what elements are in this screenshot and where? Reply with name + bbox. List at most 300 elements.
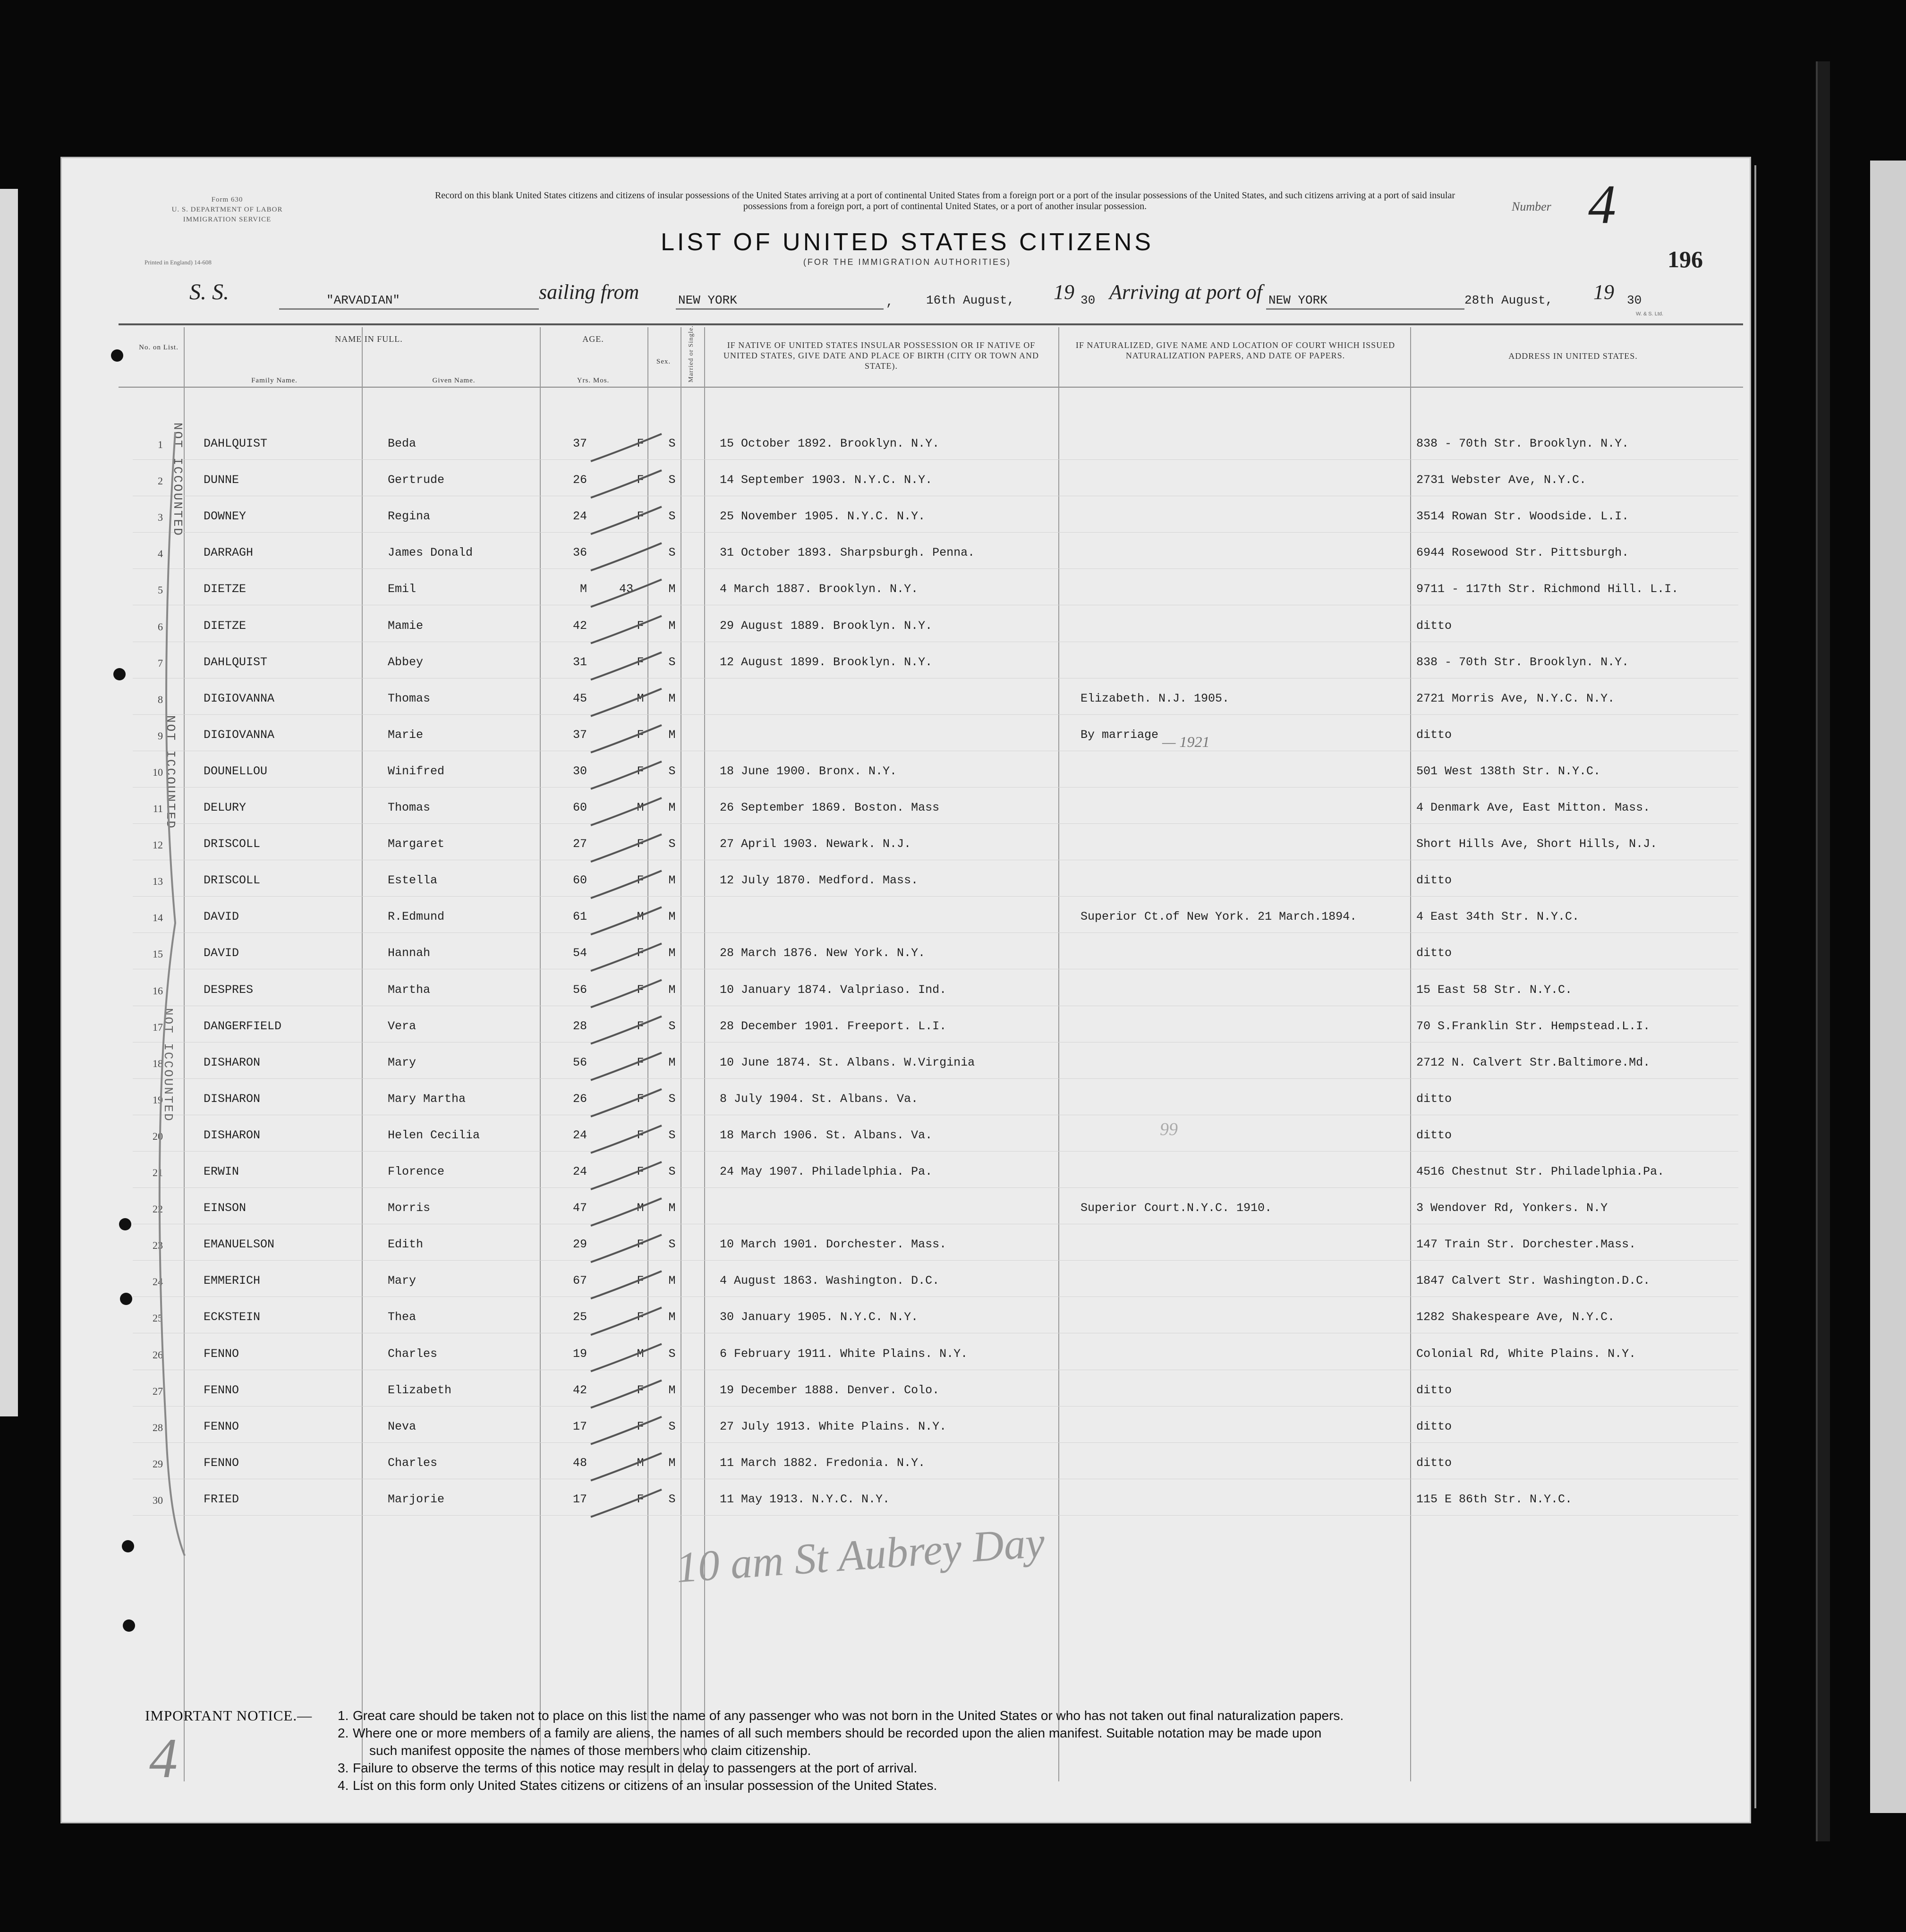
given-name: Florence <box>388 1165 445 1178</box>
tally-stroke <box>591 689 662 716</box>
family-name: FRIED <box>204 1492 239 1506</box>
tally-stroke <box>591 871 662 898</box>
given-name: Abbey <box>388 655 424 669</box>
family-name: DESPRES <box>204 983 254 997</box>
row-number: 4 <box>158 548 163 560</box>
us-address: 70 S.Franklin Str. Hempstead.L.I. <box>1416 1019 1651 1033</box>
age-years: 56 <box>572 1055 587 1069</box>
birth-details: 24 May 1907. Philadelphia. Pa. <box>720 1165 933 1178</box>
row-number: 22 <box>153 1203 163 1215</box>
family-name: DARRAGH <box>204 546 254 560</box>
row-number: 21 <box>153 1167 163 1178</box>
sex: M <box>637 1347 644 1361</box>
birth-details: 25 November 1905. N.Y.C. N.Y. <box>720 509 926 524</box>
age-years: 27 <box>572 837 587 851</box>
family-name: DAHLQUIST <box>204 437 268 450</box>
not-accounted-stamp: NOT ICCOUNTED <box>170 423 185 537</box>
header-given-name: Given Name. <box>432 377 476 384</box>
tally-stroke <box>591 1381 662 1408</box>
marital-status: M <box>668 1456 676 1470</box>
row-number: 10 <box>153 766 163 778</box>
us-address: ditto <box>1416 946 1452 960</box>
page-subtitle: (FOR THE IMMIGRATION AUTHORITIES) <box>803 257 1012 267</box>
naturalization-details: Superior Court.N.Y.C. 1910. <box>1081 1201 1272 1215</box>
departure-year-prefix: 19 <box>1054 280 1074 304</box>
row-number: 26 <box>153 1348 163 1361</box>
adjacent-page-edge-right <box>1870 161 1906 1813</box>
sex: F <box>637 728 644 742</box>
row-number: 7 <box>158 657 163 669</box>
departure-year: 30 <box>1081 293 1096 307</box>
birth-details: 6 February 1911. White Plains. N.Y. <box>720 1347 968 1361</box>
notice-item: such manifest opposite the names of those members who claim citizenship. <box>369 1743 811 1758</box>
tally-stroke <box>591 725 662 753</box>
header-name-in-full: NAME IN FULL. <box>335 334 403 344</box>
header-address: ADDRESS IN UNITED STATES. <box>1508 351 1638 361</box>
printer-mark: Printed in England) 14-608 <box>145 259 212 266</box>
row-number: 13 <box>153 875 163 888</box>
age-years: 29 <box>572 1237 587 1252</box>
not-accounted-stamp: NOT ICCOUNTED <box>163 715 178 830</box>
tally-stroke <box>591 1417 662 1444</box>
tally-stroke <box>591 1089 662 1117</box>
arrival-year: 30 <box>1627 293 1642 307</box>
given-name: Beda <box>388 437 417 450</box>
marital-status: M <box>668 1201 676 1215</box>
age-years: 24 <box>572 1128 587 1142</box>
row-number: 5 <box>158 584 163 596</box>
us-address: ditto <box>1416 873 1452 888</box>
marital-status: S <box>668 764 676 778</box>
birth-details: 27 April 1903. Newark. N.J. <box>720 837 911 851</box>
family-name: EMANUELSON <box>204 1237 275 1252</box>
family-name: DIGIOVANNA <box>204 691 275 705</box>
ss-label: S. S. <box>189 280 229 305</box>
tally-stroke <box>591 543 662 570</box>
sex: F <box>637 1128 644 1142</box>
department-name: U. S. DEPARTMENT OF LABOR <box>171 206 283 213</box>
row-number: 14 <box>153 912 163 924</box>
family-name: DIETZE <box>204 582 247 596</box>
manifest-sheet: Form 630 U. S. DEPARTMENT OF LABOR IMMIGRATION SERVICE Printed in England) 14-608 Record on this blank United States citizens and citizens of insular possessions of the United States arriving at a port of continental United States from a foreign port or a port of the insular possessions of the United States, and such citizens arriving at a port of said insular possessions from a foreign port, a port of continental United States, or a port of another insular possession. LIST OF UNITED STATES CITIZENS (FOR THE IMMIGRATION AUTHORITIES) Number 4 196 S. S. "ARVADIAN" sailing from NEW YORK , 16th August, 19 30 Arriving at port of NEW YORK 28th August, 19 30 W. & S. Ltd. No. on List. NAME IN FULL. Family Name. Given Name. AGE. Yrs. Mos. Sex. Married or Single. IF NATIVE OF UNITED STATES INSULAR POSSESSION OR IF NATIVE OF UNITED STATES, GIVE DATE AND PLACE OF BIRTH (CITY OR TOWN AND STATE). IF NATURALIZED, GIVE NAME AND LOCATION OF COURT WHICH ISSUED NATURALIZATION PAPERS, AND DATE OF PAPERS. ADDRESS IN UNITED STATES. 1 DAHLQUIST Beda 37 F S 15 October 1892. Brooklyn. N.Y. 838 - 70th Str. Brooklyn. N.Y. 2 DUNNE Gertrude 26 F S 14 September 1903. N.Y.C. N.Y. 2731 Webster Ave, N.Y.C. 3 DOWNEY Regina 24 F S 25 November 1905. N.Y.C. N.Y. 3514 Rowan Str. Woodside. L.I. 4 DARRAGH James Donald 36 S 31 October 1893. Sharpsburgh. Penna. 6944 Rosewood Str. Pittsburgh. 5 DIETZE Emil M 43 M 4 March 1887. Brooklyn. N.Y. 9711 - 117th Str. Richmond Hill. L.I. 6 DIETZE Mamie 42 F M 29 August 1889. Brooklyn. N.Y. ditto 7 DAHLQUIST Abbey 31 F S 12 August 1899. Brooklyn. N.Y. 838 - 70th Str. Brooklyn. N.Y. 8 DIGIOVANNA Thomas 45 M M Elizabeth. N.J. 1905. 2721 Morris Ave, N.Y.C. N.Y. 9 DIGIOVANNA Marie 37 F M By marriage ditto 10 DOUNELLOU Winifred 30 F S 18 June 1900. Bronx. N.Y. 501 West 138th Str. N.Y.C. 11 DELURY Thomas 60 M M 26 September 1869. Boston. Mass 4 Denmark Ave, East Mitton. Mass. 12 DRISCOLL Margaret 27 F S 27 April 1903. Newark. N.J. Short Hills Ave, Short Hills, N.J. 13 DRISCOLL Estella 60 F M 12 July 1870. Medford. Mass. ditto 14 DAVID R.Edmund 61 M M Superior Ct.of New York. 21 March.1894. 4 East 34th Str. N.Y.C. 15 DAVID Hannah 54 F M 28 March 1876. New York. N.Y. ditto 16 DESPRES Martha 56 F M 10 January 1874. Valpriaso. Ind. 15 East 58 Str. N.Y.C. 17 DANGERFIELD Vera 28 F S 28 December 1901. Freeport. L.I. 70 S.Franklin Str. Hempstead.L.I. 18 DISHARON Mary 56 F M 10 June 1874. St. Albans. W.Virginia 2712 N. Calvert Str.Baltimore.Md. 19 DISHARON Mary Martha 26 F S 8 July 1904. St. Albans. Va. ditto 20 DISHARON Helen Cecilia 24 F S 18 March 1906. St. Albans. Va. ditto 21 ERWIN Florence 24 F S 24 May 1907. Philadelphia. Pa. 4516 Chestnut Str. Philadelphia.Pa. 22 EINSON Morris 47 M M Superior Court.N.Y.C. 1910. 3 Wendover Rd, Yonkers. N.Y 23 EMANUELSON Edith 29 F S 10 March 1901. Dorchester. Mass. 147 Train Str. Dorchester.Mass. 24 EMMERICH Mary 67 F M 4 August 1863. Washington. D.C. 1847 Calvert Str. Washington.D.C. 25 ECKSTEIN Thea 25 F M 30 January 1905. N.Y.C. N.Y. 1282 Shakespeare Ave, N.Y.C. 26 FENNO Charles 19 M S 6 February 1911. White Plains. N.Y. Colonial Rd, White Plains. N.Y. 27 FENNO Elizabeth 42 F M 19 December 1888. Denver. Colo. ditto 28 FENNO Neva 17 F S 27 July 1913. White Plains. N.Y. ditto 29 FENNO Charles 48 M M 11 March 1882. Fredonia. N.Y. ditto 30 FRIED Marjorie 17 F S 11 May 1913. N.Y.C. N.Y. 115 E 86th Str. N.Y.C. NOT ICCOUNTED NOT ICCOUNTED NOT ICCOUNTED — 1921 99 10 am St Aubrey Day 4 IMPORTANT NOTICE.— 1. Great care should be taken not to place on this list the name of any passenger who was not born in the United States or who has not taken out final naturalization papers. 2. Where one or more members of a family are aliens, the names of all such members should be recorded upon the alien manifest. Suitable notation may be made upon such manifest opposite the names of those members who claim citizenship. 3. Failure to observe the terms of this notice may result in delay to passengers at the port of arrival. 4. List on this form only United States citizens or citizens of an insular possession of the United States. <box>60 157 1751 1823</box>
birth-details: 29 August 1889. Brooklyn. N.Y. <box>720 619 933 633</box>
tally-stroke <box>591 1162 662 1189</box>
age-years: 26 <box>572 473 587 487</box>
given-name: Edith <box>388 1237 424 1252</box>
row-number: 27 <box>153 1385 163 1397</box>
sex: M <box>637 910 644 924</box>
row-number: 19 <box>153 1093 163 1106</box>
family-name: FENNO <box>204 1347 239 1361</box>
row-number: 17 <box>153 1021 163 1033</box>
family-name: DISHARON <box>204 1055 261 1069</box>
row-number: 28 <box>153 1421 163 1433</box>
marital-status: S <box>668 546 676 560</box>
tally-stroke <box>591 434 662 461</box>
age-years: 47 <box>572 1201 587 1215</box>
marital-status: M <box>668 910 676 924</box>
given-name: Vera <box>388 1019 417 1033</box>
family-name: FENNO <box>204 1383 239 1397</box>
tally-marks <box>62 158 1751 1823</box>
family-name: FENNO <box>204 1419 239 1433</box>
tally-stroke <box>591 798 662 825</box>
family-name: DRISCOLL <box>204 837 261 851</box>
punch-hole <box>113 668 126 680</box>
not-accounted-stamp: NOT ICCOUNTED <box>161 1008 175 1122</box>
birth-details: 28 March 1876. New York. N.Y. <box>720 946 926 960</box>
tally-stroke <box>591 1453 662 1481</box>
sex: F <box>637 764 644 778</box>
margin-bracket <box>147 432 204 1565</box>
row-number: 6 <box>158 620 163 633</box>
given-name: Estella <box>388 873 438 888</box>
birth-details: 10 March 1901. Dorchester. Mass. <box>720 1237 947 1252</box>
sex: M <box>637 691 644 705</box>
age-years: 28 <box>572 1019 587 1033</box>
given-name: Helen Cecilia <box>388 1128 480 1142</box>
birth-details: 30 January 1905. N.Y.C. N.Y. <box>720 1310 919 1324</box>
header-birth: IF NATIVE OF UNITED STATES INSULAR POSSESSION OR IF NATIVE OF UNITED STATES, GIVE DATE AND PLACE OF BIRTH (CITY OR TOWN AND STATE). <box>723 340 1039 371</box>
birth-details: 10 June 1874. St. Albans. W.Virginia <box>720 1055 975 1069</box>
handwritten-corner-mark: 4 <box>149 1727 178 1789</box>
birth-details: 11 May 1913. N.Y.C. N.Y. <box>720 1492 890 1506</box>
age-years: 36 <box>572 546 587 560</box>
us-address: 6944 Rosewood Str. Pittsburgh. <box>1416 546 1629 560</box>
header-naturalized: IF NATURALIZED, GIVE NAME AND LOCATION OF COURT WHICH ISSUED NATURALIZATION PAPERS, AND DATE OF PAPERS. <box>1075 340 1395 360</box>
birth-details: 26 September 1869. Boston. Mass <box>720 801 940 814</box>
sex: F <box>637 473 644 487</box>
sex: F <box>637 1092 644 1106</box>
marital-status: S <box>668 1092 676 1106</box>
given-name: Margaret <box>388 837 445 851</box>
birth-details: 11 March 1882. Fredonia. N.Y. <box>720 1456 926 1470</box>
arrival-date: 28th August, <box>1464 293 1553 307</box>
given-name: Thomas <box>388 691 431 705</box>
age-years: 17 <box>572 1419 587 1433</box>
family-name: DISHARON <box>204 1092 261 1106</box>
tally-stroke <box>591 1307 662 1335</box>
tally-stroke <box>591 1198 662 1226</box>
us-address: ditto <box>1416 1383 1452 1397</box>
notice-label: IMPORTANT NOTICE.— <box>145 1707 313 1724</box>
age-years: 26 <box>572 1092 587 1106</box>
us-address: 15 East 58 Str. N.Y.C. <box>1416 983 1573 997</box>
marital-status: M <box>668 691 676 705</box>
tally-stroke <box>591 652 662 680</box>
tally-stroke <box>591 1017 662 1044</box>
us-address: ditto <box>1416 1128 1452 1142</box>
us-address: 9711 - 117th Str. Richmond Hill. L.I. <box>1416 582 1679 596</box>
given-name: Marjorie <box>388 1492 445 1506</box>
row-number: 9 <box>158 729 163 742</box>
header-yrs-mos: Yrs. Mos. <box>577 377 610 384</box>
given-name: Hannah <box>388 946 431 960</box>
given-name: James Donald <box>388 546 473 560</box>
sex: F <box>637 1383 644 1397</box>
ship-name: "ARVADIAN" <box>326 293 400 307</box>
given-name: R.Edmund <box>388 910 445 924</box>
age-years: 24 <box>572 509 587 524</box>
marital-status: S <box>668 1165 676 1178</box>
notice-item: 3. Failure to observe the terms of this notice may result in delay to passengers at the port of arrival. <box>338 1761 918 1775</box>
row-number: 8 <box>158 693 163 705</box>
birth-details: 18 March 1906. St. Albans. Va. <box>720 1128 933 1142</box>
age-years: 60 <box>572 873 587 888</box>
given-name: Charles <box>388 1456 438 1470</box>
given-name: Martha <box>388 983 431 997</box>
row-number: 1 <box>158 439 163 450</box>
us-address: 147 Train Str. Dorchester.Mass. <box>1416 1237 1636 1252</box>
sex: F <box>637 509 644 524</box>
sheet-number: 4 <box>1588 173 1616 235</box>
row-number: 25 <box>153 1312 163 1324</box>
birth-details: 4 March 1887. Brooklyn. N.Y. <box>720 582 919 596</box>
family-name: DUNNE <box>204 473 239 487</box>
tally-stroke <box>591 470 662 498</box>
sailing-from-label: sailing from <box>539 280 639 304</box>
age-years: 17 <box>572 1492 587 1506</box>
age-months: 43 <box>619 582 634 596</box>
us-address: ditto <box>1416 728 1452 742</box>
header-no-on-list: No. on List. <box>139 344 179 351</box>
age-years: 25 <box>572 1310 587 1324</box>
family-name: DISHARON <box>204 1128 261 1142</box>
marital-status: S <box>668 837 676 851</box>
handwritten-mark: 99 <box>1160 1119 1178 1139</box>
tally-stroke <box>591 1344 662 1372</box>
sex: F <box>637 1492 644 1506</box>
header-family-name: Family Name. <box>251 377 298 384</box>
us-address: ditto <box>1416 1456 1452 1470</box>
marital-status: S <box>668 1019 676 1033</box>
punch-hole <box>123 1619 135 1632</box>
family-name: EMMERICH <box>204 1274 261 1288</box>
family-name: DIGIOVANNA <box>204 728 275 742</box>
sex: F <box>637 1237 644 1252</box>
marital-status: M <box>668 1383 676 1397</box>
us-address: 1847 Calvert Str. Washington.D.C. <box>1416 1274 1651 1288</box>
punch-hole <box>111 349 123 362</box>
tally-stroke <box>591 1126 662 1153</box>
naturalization-details: By marriage <box>1081 728 1159 742</box>
birth-details: 15 October 1892. Brooklyn. N.Y. <box>720 437 940 450</box>
handwritten-year: — 1921 <box>1162 733 1210 750</box>
row-number: 23 <box>153 1239 163 1252</box>
marital-status: M <box>668 983 676 997</box>
birth-details: 19 December 1888. Denver. Colo. <box>720 1383 940 1397</box>
arrival-port: NEW YORK <box>1268 293 1327 307</box>
tally-stroke <box>591 1490 662 1517</box>
family-name: ERWIN <box>204 1165 239 1178</box>
us-address: 3 Wendover Rd, Yonkers. N.Y <box>1416 1201 1608 1215</box>
age-years: 67 <box>572 1274 587 1288</box>
age-years: 60 <box>572 801 587 814</box>
birth-details: 4 August 1863. Washington. D.C. <box>720 1274 940 1288</box>
tally-stroke <box>591 507 662 534</box>
birth-details: 28 December 1901. Freeport. L.I. <box>720 1019 947 1033</box>
marital-status: M <box>668 619 676 633</box>
family-name: DELURY <box>204 801 247 814</box>
sex: F <box>637 837 644 851</box>
age-years: 56 <box>572 983 587 997</box>
row-number: 11 <box>153 803 163 814</box>
age-years: 61 <box>572 910 587 924</box>
marital-status: M <box>668 582 676 596</box>
given-name: Charles <box>388 1347 438 1361</box>
given-name: Mary Martha <box>388 1092 466 1106</box>
sex: M <box>637 1201 644 1215</box>
row-number: 12 <box>153 839 163 851</box>
departure-port: NEW YORK <box>678 293 737 307</box>
family-name: FENNO <box>204 1456 239 1470</box>
tally-stroke <box>591 762 662 789</box>
tally-stroke <box>591 907 662 934</box>
given-name: Elizabeth <box>388 1383 452 1397</box>
header-sex: Sex. <box>656 358 671 365</box>
row-number: 16 <box>153 984 163 997</box>
page-title: LIST OF UNITED STATES CITIZENS <box>661 229 1154 256</box>
family-name: DOWNEY <box>204 509 247 524</box>
marital-status: S <box>668 1492 676 1506</box>
sex: F <box>637 437 644 450</box>
punch-hole <box>120 1293 132 1305</box>
us-address: 115 E 86th Str. N.Y.C. <box>1416 1492 1573 1506</box>
naturalization-details: Elizabeth. N.J. 1905. <box>1081 691 1230 705</box>
marital-status: S <box>668 1237 676 1252</box>
marital-status: M <box>668 728 676 742</box>
us-address: Colonial Rd, White Plains. N.Y. <box>1416 1347 1636 1361</box>
row-number: 30 <box>153 1494 163 1506</box>
sex: F <box>637 1419 644 1433</box>
sex: M <box>637 1456 644 1470</box>
given-name: Neva <box>388 1419 417 1433</box>
marital-status: M <box>668 801 676 814</box>
page-number: 196 <box>1668 246 1703 272</box>
marital-status: S <box>668 1419 676 1433</box>
tally-stroke <box>591 1271 662 1298</box>
given-name: Mamie <box>388 619 424 633</box>
given-name: Mary <box>388 1274 417 1288</box>
birth-details: 8 July 1904. St. Albans. Va. <box>720 1092 919 1106</box>
tally-stroke <box>591 943 662 971</box>
birth-details: 18 June 1900. Bronx. N.Y. <box>720 764 897 778</box>
us-address: 4516 Chestnut Str. Philadelphia.Pa. <box>1416 1165 1665 1178</box>
age-years: 42 <box>572 619 587 633</box>
naturalization-details: Superior Ct.of New York. 21 March.1894. <box>1081 910 1357 924</box>
tally-stroke <box>591 834 662 862</box>
us-address: 2721 Morris Ave, N.Y.C. N.Y. <box>1416 691 1615 705</box>
notice-item: 1. Great care should be taken not to place on this list the name of any passenger who was not born in the United States or who has not taken out final naturalization papers. <box>338 1708 1344 1723</box>
tally-stroke <box>591 1235 662 1262</box>
birth-details: 14 September 1903. N.Y.C. N.Y. <box>720 473 933 487</box>
arrival-year-prefix: 19 <box>1593 280 1614 304</box>
family-name: ECKSTEIN <box>204 1310 261 1324</box>
birth-details: 12 August 1899. Brooklyn. N.Y. <box>720 655 933 669</box>
us-address: ditto <box>1416 1419 1452 1433</box>
marital-status: S <box>668 473 676 487</box>
us-address: 2731 Webster Ave, N.Y.C. <box>1416 473 1587 487</box>
given-name: Thea <box>388 1310 417 1324</box>
row-number: 15 <box>153 948 163 960</box>
printer-code: W. & S. Ltd. <box>1636 311 1664 317</box>
family-name: DAVID <box>204 910 239 924</box>
birth-details: 12 July 1870. Medford. Mass. <box>720 873 919 888</box>
family-name: EINSON <box>204 1201 247 1215</box>
sex: F <box>637 655 644 669</box>
given-name: Morris <box>388 1201 431 1215</box>
us-address: 838 - 70th Str. Brooklyn. N.Y. <box>1416 655 1629 669</box>
sex: M <box>637 801 644 814</box>
row-number: 3 <box>158 511 163 524</box>
notice-item: 2. Where one or more members of a family are aliens, the names of all such members should be recorded upon the alien manifest. Suitable notation may be made upon <box>338 1726 1322 1740</box>
number-label: Number <box>1512 200 1551 213</box>
us-address: ditto <box>1416 619 1452 633</box>
marital-status: S <box>668 437 676 450</box>
age-years: 54 <box>572 946 587 960</box>
row-number: 2 <box>158 475 163 487</box>
form-instructions: Record on this blank United States citizens and citizens of insular possessions of the United States arriving at a port of continental United States from a foreign port or a port of the insular possessions of the United States, and such citizens arriving at a port of said insular possessions from a foreign port, a port of continental United States, or a port of another insular possession. <box>434 190 1455 212</box>
age-years: M <box>579 582 587 596</box>
sex: F <box>637 1055 644 1069</box>
family-name: DANGERFIELD <box>204 1019 282 1033</box>
birth-details: 27 July 1913. White Plains. N.Y. <box>720 1419 947 1433</box>
us-address: Short Hills Ave, Short Hills, N.J. <box>1416 837 1658 851</box>
row-number: 24 <box>153 1276 163 1288</box>
tally-stroke <box>591 1053 662 1080</box>
handwritten-note: 10 am St Aubrey Day <box>674 1517 1047 1592</box>
marital-status: M <box>668 946 676 960</box>
birth-details: 10 January 1874. Valpriaso. Ind. <box>720 983 947 997</box>
header-age: AGE. <box>582 334 604 344</box>
row-number: 20 <box>153 1130 163 1142</box>
page-fold-line <box>1754 165 1756 1808</box>
marital-status: M <box>668 873 676 888</box>
family-name: DIETZE <box>204 619 247 633</box>
sex: F <box>637 1310 644 1324</box>
family-name: DAHLQUIST <box>204 655 268 669</box>
given-name: Marie <box>388 728 424 742</box>
marital-status: S <box>668 655 676 669</box>
marital-status: M <box>668 1310 676 1324</box>
given-name: Thomas <box>388 801 431 814</box>
departure-date: 16th August, <box>926 293 1015 307</box>
us-address: 1282 Shakespeare Ave, N.Y.C. <box>1416 1310 1615 1324</box>
header-married-single: Married or Single. <box>688 325 695 382</box>
age-years: 37 <box>572 437 587 450</box>
sex: F <box>637 983 644 997</box>
age-years: 24 <box>572 1165 587 1178</box>
age-years: 45 <box>572 691 587 705</box>
sex: F <box>637 873 644 888</box>
marital-status: S <box>668 509 676 524</box>
us-address: 4 East 34th Str. N.Y.C. <box>1416 910 1580 924</box>
adjacent-page-edge-left <box>0 189 18 1416</box>
punch-hole <box>122 1540 134 1552</box>
scanner-border <box>1816 61 1830 1841</box>
age-years: 37 <box>572 728 587 742</box>
us-address: ditto <box>1416 1092 1452 1106</box>
service-name: IMMIGRATION SERVICE <box>183 216 272 223</box>
row-number: 29 <box>153 1457 163 1470</box>
given-name: Emil <box>388 582 417 596</box>
family-name: DAVID <box>204 946 239 960</box>
marital-status: S <box>668 1128 676 1142</box>
marital-status: S <box>668 1347 676 1361</box>
family-name: DOUNELLOU <box>204 764 268 778</box>
birth-details: 31 October 1893. Sharpsburgh. Penna. <box>720 546 975 560</box>
tally-stroke <box>591 616 662 644</box>
